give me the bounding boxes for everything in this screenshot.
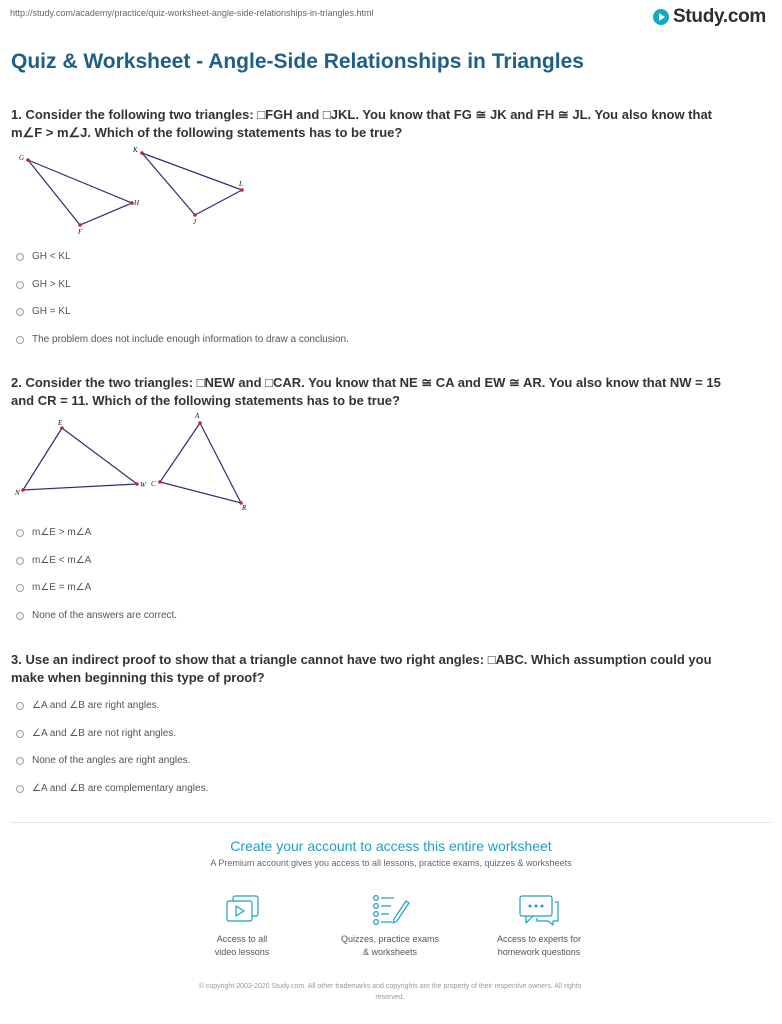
feature-experts (464, 893, 614, 959)
option-label: m∠E = m∠A (32, 582, 92, 593)
radio-button-icon[interactable] (16, 529, 24, 537)
question-1-text-line-1: 1. Consider the following two triangles: □FGH and □JKL. You know that FG ≅ JK and FH ≅ JL. You also know that (11, 107, 713, 122)
feature-label-line-1: Quizzes, practice exams (340, 934, 440, 944)
triangle-fgh (19, 154, 140, 236)
video-lessons-icon (222, 893, 262, 927)
copyright-footer (140, 981, 640, 1003)
radio-button-icon[interactable] (16, 253, 24, 261)
page-url: http://study.com/academy/practice/quiz-worksheet-angle-side-relationships-in-triangles.html (10, 8, 374, 18)
question-2-option-4[interactable] (16, 610, 177, 621)
section-divider (10, 822, 772, 823)
question-2-text-line-1: 2. Consider the two triangles: □NEW and □CAR. You know that NE ≅ CA and EW ≅ AR. You also know that NW = 15 (11, 375, 721, 390)
option-label: GH = KL (32, 306, 71, 317)
feature-label-line-1: Access to all (216, 934, 268, 944)
question-2-option-3[interactable] (16, 582, 91, 593)
question-3-option-1[interactable] (16, 700, 159, 711)
copyright-line-2: reserved. (375, 994, 405, 1001)
vertex-label-j: J (193, 218, 197, 226)
option-label: ∠A and ∠B are complementary angles. (32, 783, 209, 794)
experts-chat-icon (517, 893, 561, 927)
radio-button-icon[interactable] (16, 336, 24, 344)
radio-button-icon[interactable] (16, 730, 24, 738)
feature-quizzes-worksheets (315, 893, 465, 959)
option-label: None of the angles are right angles. (32, 755, 191, 766)
feature-label-line-2: homework questions (497, 947, 581, 957)
vertex-label-l: L (239, 180, 243, 188)
feature-video-lessons (167, 893, 317, 959)
option-label: ∠A and ∠B are right angles. (32, 700, 160, 711)
option-label: ∠A and ∠B are not right angles. (32, 728, 177, 739)
radio-button-icon[interactable] (16, 757, 24, 765)
vertex-label-w: W (140, 481, 146, 489)
feature-label-line-2: & worksheets (362, 947, 418, 957)
play-logo-icon (653, 9, 669, 25)
option-label: None of the answers are correct. (32, 610, 178, 621)
quizzes-worksheets-icon (368, 893, 412, 927)
option-label: GH < KL (32, 251, 71, 262)
question-1-option-1[interactable] (16, 251, 71, 262)
vertex-label-g: G (19, 154, 25, 162)
question-2-option-2[interactable] (16, 555, 91, 566)
radio-button-icon[interactable] (16, 702, 24, 710)
triangle-jkl (132, 146, 244, 226)
feature-label (464, 933, 614, 959)
triangle-new (14, 419, 147, 497)
vertex-label-n: N (15, 489, 20, 497)
feature-label (167, 933, 317, 959)
question-1-option-2[interactable] (16, 279, 71, 290)
vertex-label-e: E (58, 419, 63, 427)
question-3-option-3[interactable] (16, 755, 190, 766)
option-label: m∠E > m∠A (32, 527, 92, 538)
question-3-option-4[interactable] (16, 783, 208, 794)
question-2-option-1[interactable] (16, 527, 91, 538)
vertex-label-f: F (78, 228, 83, 236)
question-3-option-2[interactable] (16, 728, 176, 739)
vertex-label-a: A (195, 412, 200, 420)
vertex-label-r: R (242, 504, 247, 512)
study-logo[interactable] (653, 6, 766, 28)
question-1-option-4[interactable] (16, 334, 349, 345)
question-1-text-line-2: m∠F > m∠J. Which of the following statements has to be true? (11, 125, 403, 140)
option-label: m∠E < m∠A (32, 555, 92, 566)
copyright-line-1: © copyright 2003-2020 Study.com. All other trademarks and copyrights are the property of their respective owners. All rights (198, 983, 582, 990)
radio-button-icon[interactable] (16, 281, 24, 289)
create-account-link[interactable]: Create your account to access this entire worksheet (230, 838, 552, 854)
logo-text: Study.com (672, 6, 766, 27)
option-label: GH > KL (32, 279, 71, 290)
feature-label (315, 933, 465, 959)
radio-button-icon[interactable] (16, 557, 24, 565)
question-1-option-3[interactable] (16, 306, 71, 317)
premium-description: A Premium account gives you access to all lessons, practice exams, quizzes & worksheets (210, 858, 572, 868)
radio-button-icon[interactable] (16, 612, 24, 620)
question-2-text-line-2: and CR = 11. Which of the following statements has to be true? (11, 393, 400, 408)
feature-label-line-1: Access to experts for (496, 934, 582, 944)
question-3-text-line-1: 3. Use an indirect proof to show that a triangle cannot have two right angles: □ABC. Which assumption could you (11, 652, 712, 667)
question-3-text-line-2: make when beginning this type of proof? (11, 670, 265, 685)
page-title: Quiz & Worksheet - Angle-Side Relationships in Triangles (11, 50, 584, 73)
question-1-figure (0, 140, 260, 240)
question-2-figure (0, 408, 260, 514)
vertex-label-c: C (151, 480, 156, 488)
radio-button-icon[interactable] (16, 785, 24, 793)
radio-button-icon[interactable] (16, 308, 24, 316)
triangle-car (151, 412, 247, 512)
vertex-label-h: H (134, 199, 140, 207)
vertex-label-k: K (133, 146, 138, 154)
option-label: The problem does not include enough information to draw a conclusion. (32, 334, 349, 345)
radio-button-icon[interactable] (16, 584, 24, 592)
feature-label-line-2: video lessons (214, 947, 270, 957)
